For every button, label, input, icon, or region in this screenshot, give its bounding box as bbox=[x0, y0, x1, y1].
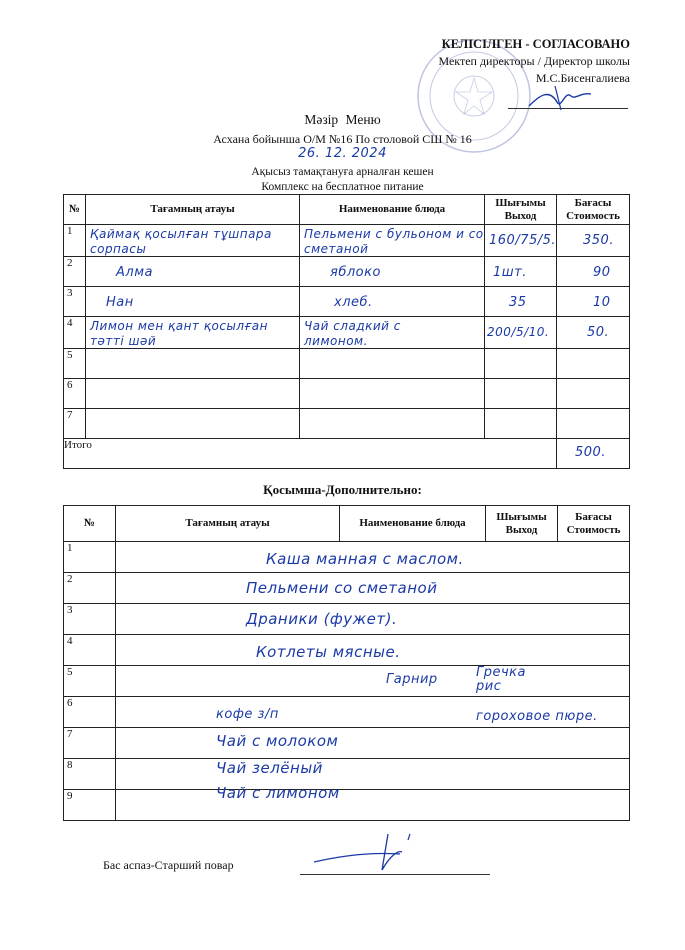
row-price-cell bbox=[557, 409, 630, 439]
menu-date: 26. 12. 2024 bbox=[298, 146, 387, 161]
row-hw-cell bbox=[116, 697, 630, 728]
row-price: 10 bbox=[593, 295, 611, 310]
row-ru-cell bbox=[300, 225, 485, 257]
canteen-line: Асхана бойынша О/М №16 По столовой СШ № 16 bbox=[213, 132, 472, 146]
total-row bbox=[64, 439, 630, 469]
row-ru-cell bbox=[300, 257, 485, 287]
header-ru-name: Наименование блюда bbox=[300, 195, 485, 225]
row-kz: Нан bbox=[106, 295, 134, 310]
row-num: 6 bbox=[64, 379, 86, 409]
chef-signature-line bbox=[300, 874, 490, 875]
row-kz: Лимон мен қант қосылған тәтті шәй bbox=[90, 319, 268, 348]
row-hw-cell bbox=[116, 542, 630, 573]
row-price-cell bbox=[557, 287, 630, 317]
table-row bbox=[64, 287, 630, 317]
row-ru-cell bbox=[300, 379, 485, 409]
row-out-cell bbox=[485, 409, 557, 439]
row-hw-cell bbox=[116, 604, 630, 635]
row-num: 8 bbox=[64, 759, 116, 790]
row-hw-cell bbox=[116, 666, 630, 697]
table-header-row bbox=[64, 195, 630, 225]
row-hw-cell bbox=[116, 759, 630, 790]
total-value-cell bbox=[557, 439, 630, 469]
row-ru: Пельмени с бульоном и со сметаной bbox=[304, 227, 484, 256]
row-num: 5 bbox=[64, 349, 86, 379]
row-hw-cell bbox=[116, 573, 630, 604]
table-row bbox=[64, 666, 630, 697]
row-hw-cell bbox=[116, 784, 630, 821]
row-num: 2 bbox=[64, 573, 116, 604]
row-hw: Драники (фужет). bbox=[246, 610, 398, 628]
table-row bbox=[64, 759, 630, 790]
row-ru-cell bbox=[300, 287, 485, 317]
row-ru: хлеб. bbox=[334, 295, 373, 310]
row-out-cell bbox=[485, 225, 557, 257]
row-out-cell bbox=[485, 379, 557, 409]
table-row bbox=[64, 379, 630, 409]
table-row bbox=[64, 635, 630, 666]
row-kz-cell bbox=[86, 225, 300, 257]
row-kz-cell bbox=[86, 287, 300, 317]
row-hw-extra: Гречка рис bbox=[476, 665, 526, 694]
row-kz-cell bbox=[86, 379, 300, 409]
free-meal-table bbox=[63, 194, 630, 469]
table-row bbox=[64, 604, 630, 635]
row-num: 1 bbox=[64, 542, 116, 573]
row-ru: Чай сладкий с лимоном. bbox=[304, 319, 401, 348]
approval-position: Мектеп директоры / Директор школы bbox=[438, 54, 630, 68]
row-hw-extra: гороховое пюре. bbox=[476, 709, 598, 724]
row-hw: кофе з/п bbox=[216, 707, 279, 722]
row-hw: Котлеты мясные. bbox=[256, 643, 401, 661]
row-hw-cell bbox=[116, 728, 630, 759]
table-row bbox=[64, 790, 630, 821]
row-out: 1шт. bbox=[493, 265, 527, 280]
row-num: 6 bbox=[64, 697, 116, 728]
table-row bbox=[64, 409, 630, 439]
row-out: 35 bbox=[509, 295, 527, 310]
total-label: Итого bbox=[64, 439, 557, 469]
row-price-cell bbox=[557, 379, 630, 409]
row-price: 90 bbox=[593, 265, 611, 280]
header-num: № bbox=[64, 506, 116, 542]
row-kz-cell bbox=[86, 409, 300, 439]
row-out-cell bbox=[485, 257, 557, 287]
header-output: Шығымы Выход bbox=[485, 195, 557, 225]
director-signature bbox=[525, 82, 595, 114]
table-row bbox=[64, 542, 630, 573]
row-num: 1 bbox=[64, 225, 86, 257]
table-row bbox=[64, 697, 630, 728]
row-out-cell bbox=[485, 287, 557, 317]
row-ru: яблоко bbox=[330, 265, 381, 280]
row-num: 4 bbox=[64, 635, 116, 666]
header-kz-name: Тағамның атауы bbox=[116, 506, 340, 542]
table-row bbox=[64, 349, 630, 379]
header-ru-name: Наименование блюда bbox=[340, 506, 486, 542]
row-out: 200/5/10. bbox=[487, 325, 550, 339]
row-num: 7 bbox=[64, 409, 86, 439]
row-num: 3 bbox=[64, 287, 86, 317]
row-kz-cell bbox=[86, 349, 300, 379]
additional-menu-table bbox=[63, 505, 630, 821]
header-price: Бағасы Стоимость bbox=[557, 195, 630, 225]
chef-signature bbox=[310, 826, 420, 874]
header-output: Шығымы Выход bbox=[486, 506, 558, 542]
header-price: Бағасы Стоимость bbox=[558, 506, 630, 542]
row-num: 7 bbox=[64, 728, 116, 759]
row-hw: Чай зелёный bbox=[216, 759, 323, 777]
row-price-cell bbox=[557, 225, 630, 257]
extra-section-title: Қосымша-Дополнительно: bbox=[263, 482, 422, 497]
row-out: 160/75/5. bbox=[489, 233, 557, 248]
approval-block bbox=[390, 36, 630, 87]
header-kz-name: Тағамның атауы bbox=[86, 195, 300, 225]
row-ru-cell bbox=[300, 349, 485, 379]
row-hw: Чай с молоком bbox=[216, 732, 339, 750]
row-num: 2 bbox=[64, 257, 86, 287]
approval-title: КЕЛІСІЛГЕН - СОГЛАСОВАНО bbox=[441, 37, 630, 51]
row-hw: Чай с лимоном bbox=[216, 784, 340, 802]
row-hw: Гарнир bbox=[386, 672, 438, 687]
approval-name: М.С.Бисенгалиева bbox=[535, 71, 630, 85]
row-hw: Каша манная с маслом. bbox=[266, 550, 464, 568]
row-kz: Алма bbox=[116, 265, 153, 280]
row-num: 5 bbox=[64, 666, 116, 697]
row-hw-cell bbox=[116, 635, 630, 666]
complex-kz: Ақысыз тамақтануға арналған кешен bbox=[251, 166, 434, 178]
table-row bbox=[64, 257, 630, 287]
table-header-row bbox=[64, 506, 630, 542]
row-out-cell bbox=[485, 317, 557, 349]
complex-ru: Комплекс на бесплатное питание bbox=[261, 181, 424, 193]
page-title: Мәзір Меню bbox=[304, 112, 381, 127]
chef-label: Бас аспаз-Старший повар bbox=[103, 858, 234, 872]
total-value: 500. bbox=[575, 445, 606, 460]
row-hw: Пельмени со сметаной bbox=[246, 579, 438, 597]
table-row bbox=[64, 573, 630, 604]
row-kz-cell bbox=[86, 257, 300, 287]
row-price-cell bbox=[557, 257, 630, 287]
row-price-cell bbox=[557, 349, 630, 379]
row-out-cell bbox=[485, 349, 557, 379]
row-kz: Қаймақ қосылған тұшпара сорпасы bbox=[90, 227, 272, 256]
row-num: 4 bbox=[64, 317, 86, 349]
row-ru-cell bbox=[300, 317, 485, 349]
row-num: 3 bbox=[64, 604, 116, 635]
row-price-cell bbox=[557, 317, 630, 349]
row-ru-cell bbox=[300, 409, 485, 439]
table-row bbox=[64, 225, 630, 257]
row-price: 350. bbox=[583, 233, 614, 248]
row-price: 50. bbox=[587, 325, 610, 340]
row-kz-cell bbox=[86, 317, 300, 349]
row-num: 9 bbox=[64, 790, 116, 821]
table-row bbox=[64, 317, 630, 349]
table-row bbox=[64, 728, 630, 759]
header-num: № bbox=[64, 195, 86, 225]
